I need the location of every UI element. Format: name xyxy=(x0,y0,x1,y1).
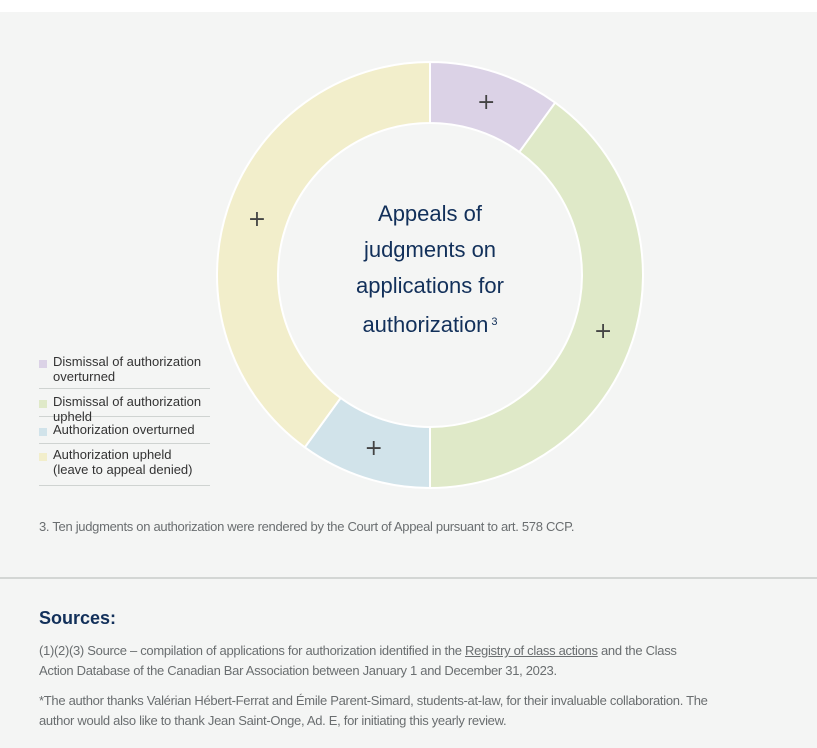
legend-label-line: Dismissal of authorization xyxy=(53,394,202,409)
legend-label-line: (leave to appeal denied) xyxy=(53,462,193,477)
chart-title-line: applications for xyxy=(356,273,504,298)
expand-plus-icon[interactable]: + xyxy=(247,206,267,232)
sources-line xyxy=(39,641,744,661)
chart-title xyxy=(330,196,530,343)
footnote-ref: 3 xyxy=(491,316,498,328)
legend-item-dismissal-overturned[interactable] xyxy=(39,354,210,389)
acknowledgements-line: *The author thanks Valérian Hébert-Ferrat and Émile Parent-Simard, students-at-law, for their invaluable collaboration. The xyxy=(39,693,708,708)
sources-line: Action Database of the Canadian Bar Association between January 1 and December 31, 2023. xyxy=(39,663,557,678)
sources-title: Sources: xyxy=(39,608,117,628)
expand-plus-icon[interactable]: + xyxy=(364,436,383,462)
sources-text-before: (1)(2)(3) Source – compilation of applications for authorization identified in the xyxy=(39,643,466,658)
chart-footnote: 3. Ten judgments on authorization were rendered by the Court of Appeal pursuant to art. 578 CCP. xyxy=(39,519,575,534)
chart-title-line: Appeals of xyxy=(378,201,482,226)
legend-item-authorization-upheld[interactable] xyxy=(39,447,210,486)
sources-text-after: and the Class xyxy=(597,643,677,658)
legend-label-line: upheld xyxy=(53,409,93,424)
legend-label-line: Dismissal of authorization xyxy=(53,354,202,369)
chart-title-line: judgments on xyxy=(363,237,497,262)
legend-label-line: overturned xyxy=(53,369,116,384)
legend-swatch xyxy=(39,453,47,461)
expand-plus-icon[interactable]: + xyxy=(477,89,496,115)
chart-title-last-word: authorization xyxy=(362,312,489,337)
expand-plus-icon[interactable]: + xyxy=(593,319,613,345)
legend-swatch xyxy=(39,400,47,408)
legend-label-line: Authorization overturned xyxy=(53,422,195,437)
legend-swatch xyxy=(39,428,47,436)
legend-item-dismissal-upheld[interactable] xyxy=(39,394,210,424)
registry-of-class-actions-link[interactable]: Registry of class actions xyxy=(465,643,598,658)
sources-paragraph xyxy=(39,641,744,681)
acknowledgements-line: author would also like to thank Jean Saint-Onge, Ad. E, for initiating this yearly review. xyxy=(39,713,507,728)
legend-swatch xyxy=(39,360,47,368)
chart-title-line xyxy=(330,304,530,343)
legend-item-authorization-overturned[interactable] xyxy=(39,422,210,444)
legend-label-line: Authorization upheld xyxy=(53,447,172,462)
acknowledgements-paragraph xyxy=(39,691,744,731)
